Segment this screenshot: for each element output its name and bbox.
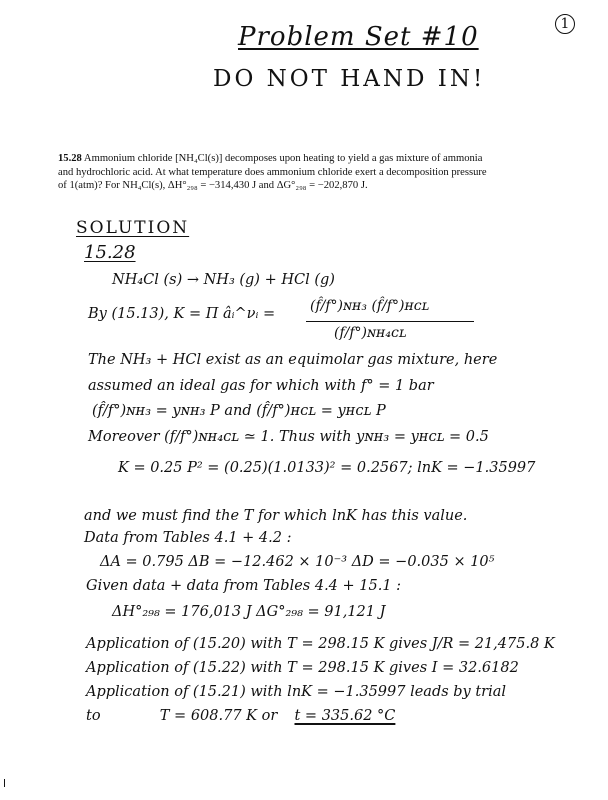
solution-line-n — [86, 708, 395, 724]
equilibrium-denominator: (f/f°)ɴʜ₄ᴄʟ — [334, 325, 407, 341]
problem-number: 15.28 — [58, 153, 82, 164]
solution-line-b: assumed an ideal gas for which with f° = 1 bar — [88, 378, 434, 394]
equilibrium-numerator: (f̂/f°)ɴʜ₃ (f̂/f°)ʜᴄʟ — [310, 298, 430, 314]
to-word: to — [86, 708, 101, 724]
temperature-kelvin: T = 608.77 K or — [159, 708, 278, 724]
solution-line-l: Application of (15.22) with T = 298.15 K gives I = 32.6182 — [86, 660, 519, 676]
solution-line-a: The NH₃ + HCl exist as an equimolar gas mixture, here — [88, 352, 498, 368]
page-title — [238, 22, 479, 52]
page-title-text: Problem Set #10 — [238, 22, 479, 52]
problem-statement — [58, 152, 590, 193]
solution-line-i: Given data + data from Tables 4.4 + 15.1 : — [86, 578, 402, 594]
fraction-bar — [306, 321, 474, 322]
scan-mark — [4, 779, 5, 787]
solution-number: 15.28 — [84, 242, 136, 263]
solution-line-g: Data from Tables 4.1 + 4.2 : — [84, 530, 292, 546]
solution-line-d: Moreover (f/f°)ɴʜ₄ᴄʟ ≃ 1. Thus with yɴʜ₃ = yʜᴄʟ = 0.5 — [88, 429, 489, 445]
solution-line-k: Application of (15.20) with T = 298.15 K gives J/R = 21,475.8 K — [86, 636, 555, 652]
solution-line-c: (f̂/f°)ɴʜ₃ = yɴʜ₃ P and (f̂/f°)ʜᴄʟ = yʜᴄʟ P — [92, 403, 386, 419]
equilibrium-constant-lhs: By (15.13), K = Π âᵢ^νᵢ = — [88, 306, 276, 322]
solution-line-f: and we must find the T for which lnK has this value. — [84, 508, 468, 524]
page-subtitle: DO NOT HAND IN! — [213, 66, 486, 92]
final-answer: t = 335.62 °C — [294, 708, 396, 724]
problem-text-line-2: and hydrochloric acid. At what temperature does ammonium chloride exert a decomposition pressure — [58, 166, 487, 178]
problem-text-line-3: of 1(atm)? For NH₄Cl(s), ΔH°₂₉₈ = −314,430 J and ΔG°₂₉₈ = −202,870 J. — [58, 180, 368, 191]
problem-text-line-1: Ammonium chloride [NH₄Cl(s)] decomposes upon heating to yield a gas mixture of ammonia — [83, 153, 483, 164]
page-number: 1 — [555, 14, 575, 34]
solution-heading: SOLUTION — [76, 218, 190, 238]
solution-line-m: Application of (15.21) with lnK = −1.35997 leads by trial — [86, 684, 507, 700]
reaction-equation: NH₄Cl (s) → NH₃ (g) + HCl (g) — [112, 272, 335, 288]
solution-line-j: ΔH°₂₉₈ = 176,013 J ΔG°₂₉₈ = 91,121 J — [112, 604, 386, 620]
solution-line-h: ΔA = 0.795 ΔB = −12.462 × 10⁻³ ΔD = −0.035 × 10⁵ — [100, 554, 495, 570]
solution-line-e: K = 0.25 P² = (0.25)(1.0133)² = 0.2567; lnK = −1.35997 — [118, 460, 536, 476]
